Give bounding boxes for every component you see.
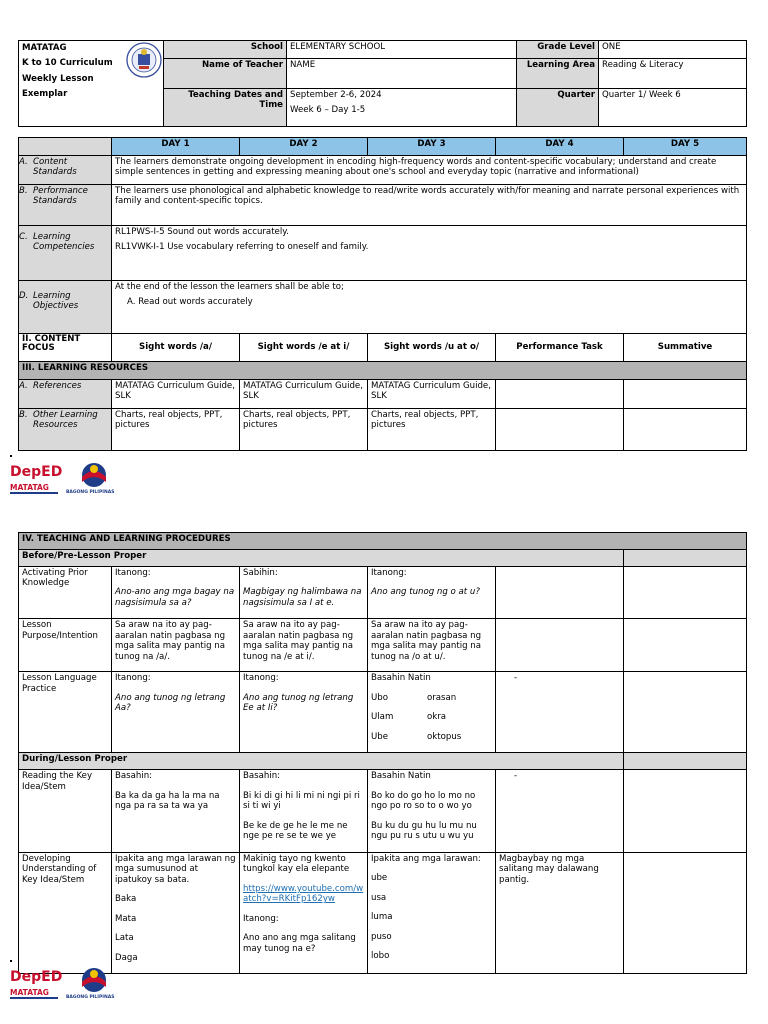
teacher-label: Name of Teacher	[164, 59, 287, 89]
cell-line: Ano ang tunog ng letrang Ee at Ii?	[243, 692, 354, 714]
before-lesson-spacer	[624, 550, 747, 567]
day-header-4: DAY 4	[496, 138, 624, 156]
list-item: Daga	[115, 952, 138, 963]
label-text: Learning Competencies	[33, 232, 95, 253]
label-text: References	[33, 381, 82, 391]
area-label: Learning Area	[517, 59, 599, 89]
apk-day-1	[112, 567, 240, 619]
cell-line: Ano-ano ang mga bagay na nagsisimula sa a?	[115, 587, 235, 608]
bagong-pilipinas-icon	[70, 460, 118, 494]
cell-line: Basahin Natin	[371, 673, 431, 684]
bagong-pilipinas-text: BAGONG PILIPINAS	[66, 995, 115, 1000]
lpi-day-3: Sa araw na ito ay pag-aaralan natin pagbasa ng mga salita may pantig na tunog na /o at u/.	[368, 619, 496, 672]
llp-day-5	[624, 672, 747, 753]
list-item: Lata	[115, 933, 134, 944]
letter-b: B.	[19, 186, 28, 196]
focus-day-5: Summative	[624, 334, 747, 362]
list-item: lobo	[371, 951, 390, 962]
word: okra	[427, 712, 447, 723]
focus-day-4: Performance Task	[496, 334, 624, 362]
apk-day-5	[624, 567, 747, 619]
title-line-1: MATATAG	[22, 43, 67, 53]
content-focus-label: II. CONTENT FOCUS	[19, 334, 112, 362]
list-item: ube	[371, 873, 388, 884]
cell-line: Itanong:	[371, 568, 407, 578]
objectives-text	[112, 281, 747, 334]
bagong-pilipinas-icon	[70, 965, 118, 999]
label-text: Learning Objectives	[33, 291, 79, 312]
day-header-3: DAY 3	[368, 138, 496, 156]
rki-day-1	[112, 770, 240, 852]
letter-a: A.	[19, 381, 28, 391]
other-resource-day-5	[624, 409, 747, 451]
other-resource-day-4	[496, 409, 624, 451]
other-resource-day-1: Charts, real objects, PPT, pictures	[112, 409, 240, 451]
title-line-4: Exemplar	[22, 89, 68, 100]
during-lesson-header: During/Lesson Proper	[19, 753, 624, 770]
cell-line: Itanong:	[115, 673, 151, 684]
before-lesson-header: Before/Pre-Lesson Proper	[19, 550, 624, 567]
word: Ube	[371, 731, 389, 742]
lpi-day-5	[624, 619, 747, 672]
content-standards-text: The learners demonstrate ongoing development in encoding high-frequency words and content-specific vocabulary; understand and create simple sentences in getting and expressing meaning about one's school and everyday topic (narrative and informational)	[112, 156, 747, 185]
cell-line: Itanong:	[115, 568, 151, 578]
week-text: Week 6 – Day 1-5	[290, 105, 366, 116]
apk-day-2	[240, 567, 368, 619]
footer-logos	[10, 965, 120, 1005]
page-marker	[10, 960, 12, 962]
objectives-label	[19, 281, 112, 334]
story-video-link[interactable]: https://www.youtube.com/watch?v=RKitFp162yw	[243, 883, 364, 905]
cell-line: Itanong:	[243, 673, 279, 684]
list-item: Baka	[115, 894, 137, 905]
letter-b: B.	[19, 410, 28, 420]
day-header-1: DAY 1	[112, 138, 240, 156]
competency-2: RL1VWK-I-1 Use vocabulary referring to oneself and family.	[115, 242, 369, 253]
list-item: puso	[371, 931, 392, 942]
cell-line: Bu ku du gu hu lu mu nu ngu pu ru s utu u wu yu	[371, 820, 477, 842]
dev-day-3	[368, 852, 496, 973]
llp-day-1	[112, 672, 240, 753]
during-lesson-spacer	[624, 753, 747, 770]
word-pair	[371, 732, 492, 742]
header-table	[18, 40, 747, 127]
letter-d: D.	[19, 291, 29, 301]
area-value: Reading & Literacy	[599, 59, 747, 89]
cell-line: Magbigay ng halimbawa na nagsisimula sa I at e.	[243, 587, 362, 608]
word-pair	[371, 693, 492, 703]
deped-logo: DepED	[10, 969, 63, 985]
performance-standards-text: The learners use phonological and alphabetic knowledge to read/write words accurately with/for meaning and narrate personal experiences with family and content-specific topics.	[112, 185, 747, 226]
cell-line: Basahin:	[115, 771, 153, 782]
objectives-table	[18, 137, 747, 451]
day-header-5: DAY 5	[624, 138, 747, 156]
title-line-3: Weekly Lesson	[22, 73, 94, 84]
competencies-label	[19, 226, 112, 281]
llp-day-4: -	[496, 672, 624, 753]
deped-logo: DepED	[10, 464, 63, 480]
word: Ulam	[371, 712, 394, 723]
quarter-value: Quarter 1/ Week 6	[599, 89, 747, 127]
cell-line: Ano ano ang mga salitang may tunog na e?	[243, 933, 356, 954]
logo-underline	[10, 997, 58, 999]
matatag-logo: MATATAG	[10, 988, 49, 997]
school-label: School	[164, 41, 287, 59]
other-resource-day-2: Charts, real objects, PPT, pictures	[240, 409, 368, 451]
dev-label: Developing Understanding of Key Idea/Stem	[19, 852, 112, 973]
lpi-day-2: Sa araw na ito ay pag-aaralan natin pagbasa ng mga salita may pantig na tunog na /e at i/.	[240, 619, 368, 672]
dates-label: Teaching Dates and Time	[164, 89, 287, 127]
letter-c: C.	[19, 232, 28, 242]
dev-day-4: Magbaybay ng mga salitang may dalawang pantig.	[496, 852, 624, 973]
rki-label: Reading the Key Idea/Stem	[19, 770, 112, 852]
cell-line: Bo ko do go ho lo mo no ngo po ro so to o wo yo	[371, 790, 476, 812]
teacher-value: NAME	[287, 59, 517, 89]
llp-label: Lesson Language Practice	[19, 672, 112, 753]
cell-line: Ano ang tunog ng letrang Aa?	[115, 692, 226, 714]
dev-day-1	[112, 852, 240, 973]
page-marker	[10, 455, 12, 457]
learning-resources-header: III. LEARNING RESOURCES	[19, 362, 747, 380]
apk-label: Activating Prior Knowledge	[19, 567, 112, 619]
bagong-pilipinas-text: BAGONG PILIPINAS	[66, 490, 115, 495]
dev-day-2	[240, 852, 368, 973]
references-label	[19, 380, 112, 409]
cell-line: Makinig tayo ng kwento tungkol kay ela elepante	[243, 853, 350, 875]
cell-line: Ipakita ang mga larawan:	[371, 853, 481, 864]
competency-1: RL1PWS-I-5 Sound out words accurately.	[115, 227, 289, 237]
lesson-exemplar-title	[19, 41, 164, 127]
lpi-label: Lesson Purpose/Intention	[19, 619, 112, 672]
word: orasan	[427, 692, 457, 703]
list-item: usa	[371, 892, 387, 903]
rki-day-2	[240, 770, 368, 852]
dates-value	[287, 89, 517, 127]
lpi-day-1: Sa araw na ito ay pag-aaralan natin pagbasa ng mga salita may pantig na tunog na /a/.	[112, 619, 240, 672]
cell-line: Sabihin:	[243, 568, 278, 578]
llp-day-3	[368, 672, 496, 753]
reference-day-5	[624, 380, 747, 409]
lpi-day-4	[496, 619, 624, 672]
reference-day-4	[496, 380, 624, 409]
cell-line: Basahin:	[243, 771, 281, 782]
cell-line: Itanong:	[243, 913, 279, 924]
focus-day-1: Sight words /a/	[112, 334, 240, 362]
objective-a: A. Read out words accurately	[127, 297, 253, 308]
apk-day-3	[368, 567, 496, 619]
logo-underline	[10, 492, 58, 494]
focus-day-3: Sight words /u at o/	[368, 334, 496, 362]
footer-logos	[10, 460, 120, 500]
dev-day-5	[624, 852, 747, 973]
deped-seal-icon	[126, 42, 162, 78]
grade-label: Grade Level	[517, 41, 599, 59]
school-value: ELEMENTARY SCHOOL	[287, 41, 517, 59]
other-resources-label	[19, 409, 112, 451]
word: Ubo	[371, 692, 389, 703]
cell-line: Ba ka da ga ha la ma na nga pa ra sa ta wa ya	[115, 790, 220, 812]
other-resource-day-3: Charts, real objects, PPT, pictures	[368, 409, 496, 451]
rki-day-4: -	[496, 770, 624, 852]
cell-line: Bi ki di gi hi li mi ni ngi pi ri si ti wi yi	[243, 790, 360, 812]
llp-day-2	[240, 672, 368, 753]
reference-day-3: MATATAG Curriculum Guide, SLK	[368, 380, 496, 409]
quarter-label: Quarter	[517, 89, 599, 127]
label-text: Performance Standards	[33, 186, 88, 207]
focus-day-2: Sight words /e at i/	[240, 334, 368, 362]
rki-day-3	[368, 770, 496, 852]
reference-day-2: MATATAG Curriculum Guide, SLK	[240, 380, 368, 409]
cell-line: Be ke de ge he le me ne nge pe re se te we ye	[243, 820, 348, 842]
competencies-text	[112, 226, 747, 281]
objective-intro: At the end of the lesson the learners shall be able to;	[115, 282, 344, 292]
matatag-logo: MATATAG	[10, 483, 49, 492]
procedures-header: IV. TEACHING AND LEARNING PROCEDURES	[19, 533, 747, 550]
list-item: luma	[371, 912, 393, 923]
label-text: Other Learning Resources	[33, 410, 98, 431]
day-header-2: DAY 2	[240, 138, 368, 156]
word: oktopus	[427, 731, 462, 742]
days-corner	[19, 138, 112, 156]
apk-day-4	[496, 567, 624, 619]
performance-standards-label	[19, 185, 112, 226]
label-text: Content Standards	[33, 157, 77, 178]
list-item: Mata	[115, 913, 137, 924]
cell-line: Ipakita ang mga larawan ng mga sumusunod at ipatukoy sa bata.	[115, 853, 236, 885]
rki-day-5	[624, 770, 747, 852]
dates-text: September 2-6, 2024	[290, 90, 382, 100]
title-line-2: K to 10 Curriculum	[22, 58, 113, 69]
content-standards-label	[19, 156, 112, 185]
procedures-table	[18, 532, 747, 974]
cell-line: Basahin Natin	[371, 771, 431, 782]
word-pair	[371, 712, 492, 722]
letter-a: A.	[19, 157, 28, 167]
reference-day-1: MATATAG Curriculum Guide, SLK	[112, 380, 240, 409]
grade-value: ONE	[599, 41, 747, 59]
cell-line: Ano ang tunog ng o at u?	[371, 587, 480, 598]
